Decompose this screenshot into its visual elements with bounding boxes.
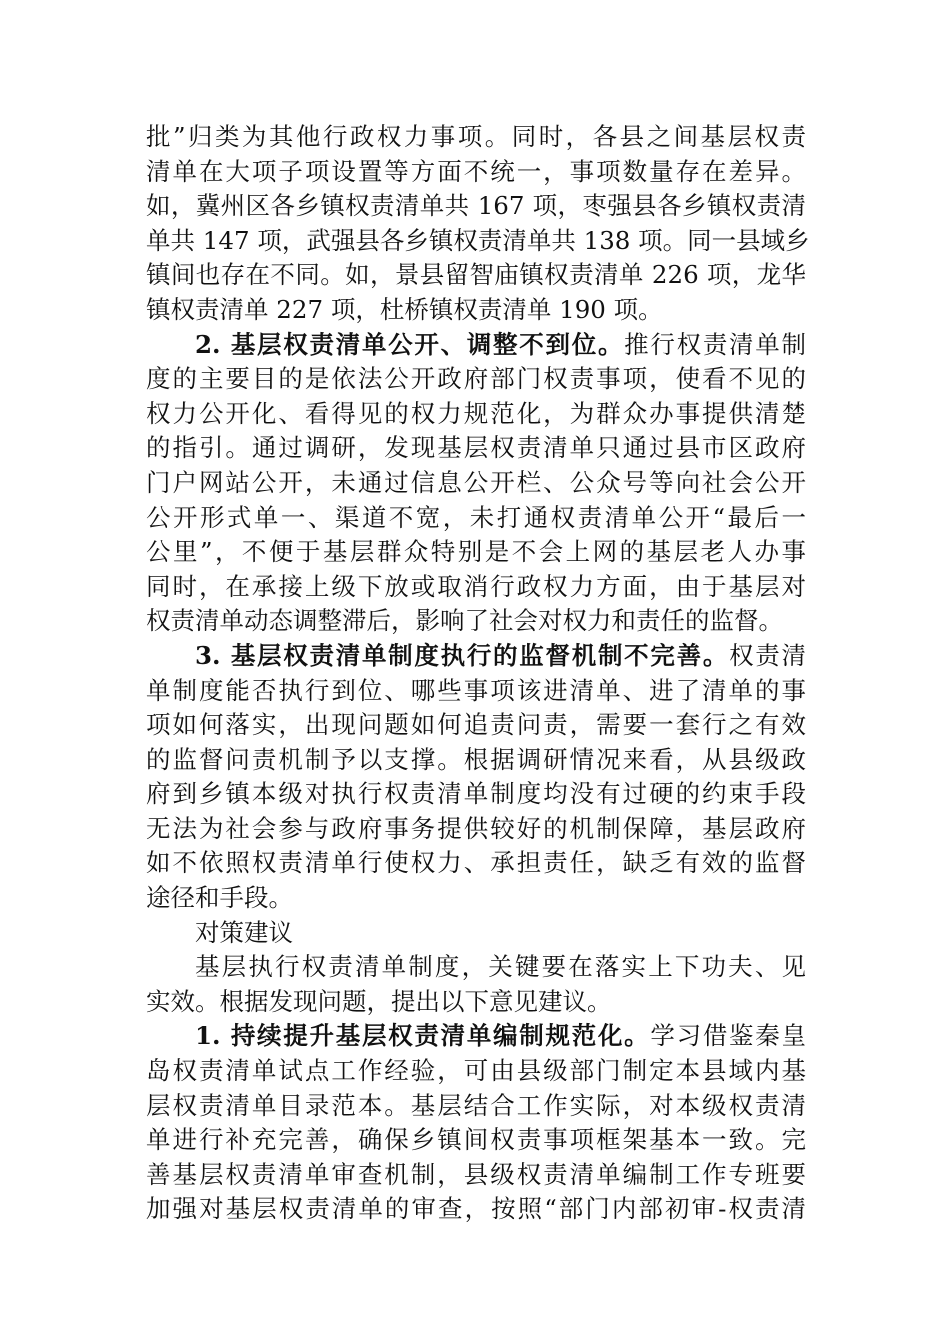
- line-text: 公里”，不便于基层群众特别是不会上网的基层老人办事: [146, 537, 806, 567]
- text-line: [146, 950, 806, 985]
- text-line: [146, 120, 806, 155]
- text-line: [146, 431, 806, 466]
- text-line: [146, 846, 806, 881]
- line-text: 的指引。通过调研，发现基层权责清单只通过县市区政府: [146, 433, 806, 463]
- text-line: [146, 1192, 806, 1227]
- line-text: 岛权责清单试点工作经验，可由县级部门制定本县域内基: [146, 1056, 806, 1086]
- text-line: [146, 881, 806, 916]
- text-line: [146, 708, 806, 743]
- text-line: [146, 916, 806, 951]
- line-text: 如不依照权责清单行使权力、承担责任，缺乏有效的监督: [146, 848, 806, 878]
- line-text: 基层执行权责清单制度，关键要在落实上下功夫、见: [195, 952, 806, 982]
- line-text: 的监督问责机制予以支撑。根据调研情况来看，从县级政: [146, 744, 806, 774]
- line-text: 单制度能否执行到位、哪些事项该进清单、进了清单的事: [146, 675, 806, 705]
- text-line: [146, 812, 806, 847]
- text-line: [146, 362, 806, 397]
- document-body: [146, 120, 810, 1227]
- text-line: [146, 570, 806, 605]
- line-text: 权力公开化、看得见的权力规范化，为群众办事提供清楚: [146, 398, 806, 428]
- line-text: 镇间也存在不同。如，景县留智庙镇权责清单 226 项，龙华: [146, 260, 806, 290]
- line-text: 层权责清单目录范本。基层结合工作实际，对本级权责清: [146, 1090, 806, 1120]
- line-text: 对策建议: [195, 917, 293, 947]
- text-line: [146, 189, 806, 224]
- text-line: [146, 777, 806, 812]
- text-line: [146, 328, 806, 363]
- text-line: [146, 501, 806, 536]
- line-text: 如，冀州区各乡镇权责清单共 167 项，枣强县各乡镇权责清: [146, 191, 806, 221]
- line-text: 度的主要目的是依法公开政府部门权责事项，使看不见的: [146, 364, 806, 394]
- line-text: 同时，在承接上级下放或取消行政权力方面，由于基层对: [146, 571, 806, 601]
- line-text: 学习借鉴秦皇: [650, 1021, 807, 1051]
- text-line: [146, 639, 806, 674]
- text-line: [146, 155, 806, 190]
- line-text: 权责清: [729, 640, 807, 670]
- line-text: 门户网站公开，未通过信息公开栏、公众号等向社会公开: [146, 467, 806, 497]
- line-text: 府到乡镇本级对执行权责清单制度均没有过硬的约束手段: [146, 779, 806, 809]
- text-line: [146, 1089, 806, 1124]
- line-text: 公开形式单一、渠道不宽，未打通权责清单公开“最后一: [146, 502, 806, 532]
- line-text: 镇权责清单 227 项，杜桥镇权责清单 190 项。: [146, 294, 663, 324]
- text-line: [146, 674, 806, 709]
- line-text: 项如何落实，出现问题如何追责问责，需要一套行之有效: [146, 710, 806, 740]
- text-line: [146, 1123, 806, 1158]
- line-text: 推行权责清单制: [624, 329, 807, 359]
- line-text: 实效。根据发现问题，提出以下意见建议。: [146, 986, 612, 1016]
- line-text: 善基层权责清单审查机制，县级权责清单编制工作专班要: [146, 1159, 806, 1189]
- text-line: [146, 985, 806, 1020]
- line-text: 单进行补充完善，确保乡镇间权责事项框架基本一致。完: [146, 1125, 806, 1155]
- line-text: 加强对基层权责清单的审查，按照“部门内部初审-权责清: [146, 1194, 806, 1224]
- text-line: [146, 397, 806, 432]
- text-line: [146, 293, 806, 328]
- text-line: [146, 604, 806, 639]
- line-text: 无法为社会参与政府事务提供较好的机制保障，基层政府: [146, 813, 806, 843]
- text-line: [146, 1158, 806, 1193]
- line-text: 单共 147 项，武强县各乡镇权责清单共 138 项。同一县域乡: [146, 225, 810, 255]
- text-line: [146, 743, 806, 778]
- text-line: [146, 535, 806, 570]
- text-line: [146, 1019, 806, 1054]
- text-line: [146, 1054, 806, 1089]
- text-line: [146, 224, 810, 259]
- bold-heading: 2. 基层权责清单公开、调整不到位。: [195, 329, 625, 359]
- text-line: [146, 258, 806, 293]
- bold-heading: 3. 基层权责清单制度执行的监督机制不完善。: [195, 640, 730, 670]
- line-text: 权责清单动态调整滞后，影响了社会对权力和责任的监督。: [146, 606, 783, 636]
- bold-heading: 1. 持续提升基层权责清单编制规范化。: [195, 1021, 651, 1051]
- text-line: [146, 466, 806, 501]
- line-text: 清单在大项子项设置等方面不统一，事项数量存在差异。: [146, 156, 806, 186]
- line-text: 批”归类为其他行政权力事项。同时，各县之间基层权责: [146, 122, 806, 151]
- line-text: 途径和手段。: [146, 883, 293, 913]
